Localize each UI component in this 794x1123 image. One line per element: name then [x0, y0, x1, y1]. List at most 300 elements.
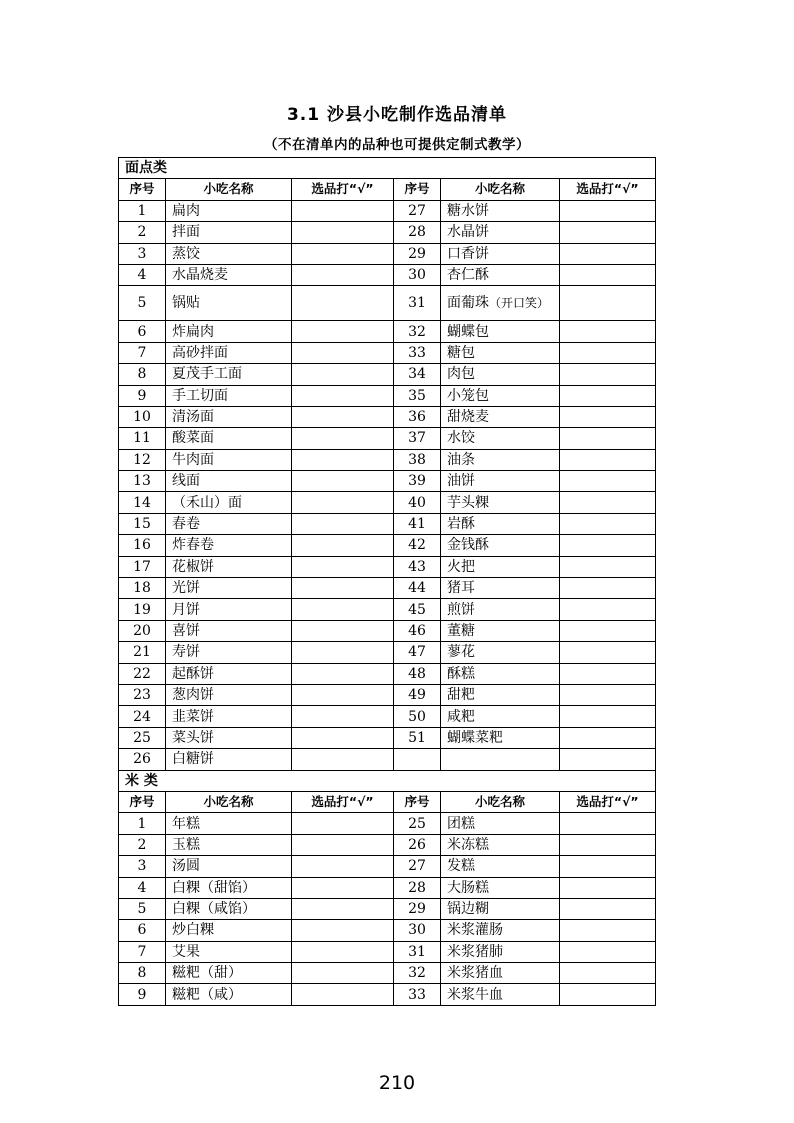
item-name: 蒸饺	[166, 243, 292, 264]
item-name	[441, 834, 560, 855]
table-row	[119, 342, 656, 363]
item-number: 1	[119, 813, 166, 834]
table-row	[119, 684, 656, 705]
selection-checkbox-cell[interactable]	[292, 941, 394, 962]
item-name: 汤圆	[166, 856, 292, 877]
item-name-text: 大肠糕	[447, 879, 489, 896]
selection-checkbox-cell[interactable]	[560, 243, 656, 264]
selection-checkbox-cell[interactable]	[560, 727, 656, 748]
selection-checkbox-cell[interactable]	[560, 599, 656, 620]
item-name-text: 口香饼	[447, 245, 489, 262]
item-name: 葱肉饼	[166, 684, 292, 705]
item-name: 白粿（甜馅）	[166, 877, 292, 898]
item-name-text: 董糖	[447, 623, 475, 639]
item-name	[441, 727, 560, 748]
item-name	[441, 856, 560, 877]
selection-checkbox-cell[interactable]	[560, 963, 656, 984]
selection-checkbox-cell[interactable]	[560, 834, 656, 855]
selection-checkbox-cell[interactable]	[292, 856, 394, 877]
item-number: 38	[394, 449, 441, 470]
item-name-text: 面葡珠	[447, 295, 489, 312]
table-row	[119, 706, 656, 727]
selection-checkbox-cell[interactable]	[560, 492, 656, 513]
item-name: 年糕	[166, 813, 292, 834]
item-number: 28	[394, 222, 441, 243]
item-number: 11	[119, 428, 166, 449]
selection-checkbox-cell[interactable]	[292, 364, 394, 385]
item-name	[441, 706, 560, 727]
selection-checkbox-cell[interactable]	[292, 492, 394, 513]
item-name: 玉糕	[166, 834, 292, 855]
item-name: （禾山）面	[166, 492, 292, 513]
item-number: 41	[394, 513, 441, 534]
table-row	[119, 727, 656, 748]
item-number: 5	[119, 898, 166, 919]
selection-checkbox-cell[interactable]	[560, 428, 656, 449]
item-name-text: 杏仁酥	[447, 267, 489, 284]
table-row	[119, 513, 656, 534]
item-name-text: 水晶饼	[447, 224, 489, 241]
item-name-text: 米浆灌肠	[447, 922, 503, 939]
table-row	[119, 471, 656, 492]
table-row	[119, 620, 656, 641]
column-header-no: 序号	[394, 179, 441, 200]
item-number: 13	[119, 471, 166, 492]
item-name	[441, 243, 560, 264]
selection-checkbox-cell[interactable]	[560, 264, 656, 285]
item-number: 17	[119, 556, 166, 577]
selection-checkbox-cell[interactable]	[292, 727, 394, 748]
item-name: 酸菜面	[166, 428, 292, 449]
item-name	[441, 684, 560, 705]
item-number: 25	[119, 727, 166, 748]
item-name: 春卷	[166, 513, 292, 534]
selection-checkbox-cell[interactable]	[292, 834, 394, 855]
item-name-text: 蓼花	[447, 644, 475, 661]
selection-checkbox-cell[interactable]	[560, 642, 656, 663]
item-name-text: 米浆牛血	[447, 986, 503, 1003]
item-number: 31	[394, 286, 441, 321]
item-name: 高砂拌面	[166, 342, 292, 363]
item-name	[441, 556, 560, 577]
table-row	[119, 984, 656, 1005]
column-header-row	[119, 791, 656, 812]
item-number: 32	[394, 321, 441, 342]
table-row	[119, 663, 656, 684]
item-name: 喜饼	[166, 620, 292, 641]
item-name-text: 小笼包	[447, 387, 489, 404]
item-name: 炸春卷	[166, 535, 292, 556]
item-name-text: 肉包	[447, 366, 475, 383]
column-header-pick: 选品打“√”	[292, 179, 394, 200]
item-name-text: 蝴蝶菜粑	[447, 729, 503, 746]
table-row	[119, 364, 656, 385]
item-number: 23	[119, 684, 166, 705]
item-number: 7	[119, 342, 166, 363]
column-header-name: 小吃名称	[166, 179, 292, 200]
section-header-row	[119, 770, 656, 791]
item-name: 艾果	[166, 941, 292, 962]
selection-checkbox-cell[interactable]	[560, 535, 656, 556]
selection-checkbox-cell[interactable]	[292, 663, 394, 684]
item-number: 25	[394, 813, 441, 834]
selection-checkbox-cell[interactable]	[292, 428, 394, 449]
item-name	[441, 898, 560, 919]
item-number: 40	[394, 492, 441, 513]
selection-checkbox-cell[interactable]	[292, 620, 394, 641]
selection-checkbox-cell[interactable]	[560, 222, 656, 243]
item-name-text: 咸粑	[447, 708, 475, 725]
item-number: 28	[394, 877, 441, 898]
item-name	[441, 642, 560, 663]
selection-checkbox-cell[interactable]	[560, 684, 656, 705]
item-number: 42	[394, 535, 441, 556]
table-row	[119, 898, 656, 919]
selection-checkbox-cell[interactable]	[560, 364, 656, 385]
page-title: 3.1 沙县小吃制作选品清单	[286, 105, 508, 125]
item-name: 菜头饼	[166, 727, 292, 748]
selection-checkbox-cell[interactable]	[292, 599, 394, 620]
item-name-text: 糖水饼	[447, 202, 489, 219]
selection-checkbox-cell[interactable]	[560, 749, 656, 770]
item-name: 锅贴	[166, 286, 292, 321]
item-name-note: （开口笑）	[489, 296, 550, 311]
item-name	[441, 342, 560, 363]
item-name: 白粿（咸馅）	[166, 898, 292, 919]
selection-checkbox-cell[interactable]	[292, 535, 394, 556]
item-name: 寿饼	[166, 642, 292, 663]
table-row	[119, 428, 656, 449]
item-number: 9	[119, 984, 166, 1005]
item-number: 3	[119, 243, 166, 264]
item-name	[441, 941, 560, 962]
table-row	[119, 941, 656, 962]
selection-checkbox-cell[interactable]	[292, 984, 394, 1005]
selection-checkbox-cell[interactable]	[292, 449, 394, 470]
selection-checkbox-cell[interactable]	[292, 222, 394, 243]
item-name: 线面	[166, 471, 292, 492]
item-name: 炸扁肉	[166, 321, 292, 342]
selection-checkbox-cell[interactable]	[560, 920, 656, 941]
item-number: 33	[394, 342, 441, 363]
page-number: 210	[378, 1072, 416, 1094]
table-row	[119, 556, 656, 577]
item-name	[441, 963, 560, 984]
item-number: 1	[119, 200, 166, 221]
selection-checkbox-cell[interactable]	[292, 321, 394, 342]
selection-checkbox-cell[interactable]	[292, 706, 394, 727]
item-name	[441, 364, 560, 385]
item-name: 糍粑（甜）	[166, 963, 292, 984]
item-name-text: 岩酥	[447, 516, 475, 533]
selection-checkbox-cell[interactable]	[292, 813, 394, 834]
item-name-text: 水饺	[447, 430, 475, 447]
selection-checkbox-cell[interactable]	[560, 856, 656, 877]
item-number: 36	[394, 406, 441, 427]
section-title: 面点类	[119, 158, 656, 179]
item-number: 32	[394, 963, 441, 984]
column-header-pick: 选品打“√”	[292, 791, 394, 812]
item-number: 8	[119, 364, 166, 385]
item-name-text: 米冻糕	[447, 836, 489, 853]
item-number: 27	[394, 200, 441, 221]
selection-checkbox-cell[interactable]	[292, 642, 394, 663]
item-name: 花椒饼	[166, 556, 292, 577]
item-name-text: 锅边糊	[447, 901, 489, 918]
column-header-no: 序号	[394, 791, 441, 812]
item-number: 48	[394, 663, 441, 684]
table-row	[119, 642, 656, 663]
item-number: 20	[119, 620, 166, 641]
item-number: 7	[119, 941, 166, 962]
item-name-text: 金钱酥	[447, 537, 489, 554]
item-number: 15	[119, 513, 166, 534]
selection-checkbox-cell[interactable]	[560, 578, 656, 599]
item-number: 9	[119, 385, 166, 406]
item-name: 手工切面	[166, 385, 292, 406]
item-number	[394, 749, 441, 770]
table-row	[119, 599, 656, 620]
item-name: 扁肉	[166, 200, 292, 221]
table-row	[119, 243, 656, 264]
table-row	[119, 813, 656, 834]
item-number: 30	[394, 920, 441, 941]
item-name-text: 发糕	[447, 858, 475, 875]
item-name	[441, 663, 560, 684]
item-name	[441, 471, 560, 492]
item-number: 34	[394, 364, 441, 385]
item-name: 清汤面	[166, 406, 292, 427]
item-name	[441, 984, 560, 1005]
item-name	[441, 222, 560, 243]
item-number: 35	[394, 385, 441, 406]
selection-checkbox-cell[interactable]	[292, 342, 394, 363]
column-header-name: 小吃名称	[441, 179, 560, 200]
selection-checkbox-cell[interactable]	[292, 578, 394, 599]
item-number: 14	[119, 492, 166, 513]
selection-checkbox-cell[interactable]	[560, 342, 656, 363]
selection-checkbox-cell[interactable]	[292, 920, 394, 941]
table-row	[119, 406, 656, 427]
item-number: 46	[394, 620, 441, 641]
selection-checkbox-cell[interactable]	[560, 513, 656, 534]
selection-checkbox-cell[interactable]	[292, 200, 394, 221]
item-name: 韭菜饼	[166, 706, 292, 727]
item-name	[441, 599, 560, 620]
item-name	[441, 877, 560, 898]
selection-checkbox-cell[interactable]	[560, 471, 656, 492]
item-number: 31	[394, 941, 441, 962]
item-number: 51	[394, 727, 441, 748]
item-name-text: 猪耳	[447, 580, 475, 597]
item-name	[441, 321, 560, 342]
item-number: 19	[119, 599, 166, 620]
item-name: 拌面	[166, 222, 292, 243]
item-name	[441, 449, 560, 470]
snack-selection-table	[118, 157, 656, 1006]
item-name: 白糖饼	[166, 749, 292, 770]
item-name-text: 甜烧麦	[447, 409, 489, 426]
column-header-pick: 选品打“√”	[560, 791, 656, 812]
selection-checkbox-cell[interactable]	[292, 556, 394, 577]
item-name: 炒白粿	[166, 920, 292, 941]
item-name-text: 酥糕	[447, 665, 475, 682]
item-name: 起酥饼	[166, 663, 292, 684]
item-name	[441, 385, 560, 406]
item-name	[441, 513, 560, 534]
item-number: 4	[119, 264, 166, 285]
item-number: 8	[119, 963, 166, 984]
column-header-name: 小吃名称	[166, 791, 292, 812]
selection-checkbox-cell[interactable]	[560, 321, 656, 342]
selection-checkbox-cell[interactable]	[560, 898, 656, 919]
item-number: 6	[119, 920, 166, 941]
selection-checkbox-cell[interactable]	[292, 877, 394, 898]
selection-checkbox-cell[interactable]	[292, 471, 394, 492]
selection-checkbox-cell[interactable]	[560, 385, 656, 406]
table-row	[119, 264, 656, 285]
item-number: 27	[394, 856, 441, 877]
item-name-text: 芋头粿	[447, 494, 489, 511]
item-number: 5	[119, 286, 166, 321]
item-name: 牛肉面	[166, 449, 292, 470]
selection-checkbox-cell[interactable]	[560, 620, 656, 641]
selection-checkbox-cell[interactable]	[292, 243, 394, 264]
table-row	[119, 449, 656, 470]
selection-checkbox-cell[interactable]	[292, 513, 394, 534]
item-number: 26	[394, 834, 441, 855]
column-header-name: 小吃名称	[441, 791, 560, 812]
item-name: 夏茂手工面	[166, 364, 292, 385]
item-name-text: 米浆猪肺	[447, 943, 503, 960]
item-name-text: 油饼	[447, 473, 475, 490]
selection-checkbox-cell[interactable]	[560, 813, 656, 834]
item-name-text: 油条	[447, 451, 475, 468]
item-name	[441, 620, 560, 641]
item-number: 29	[394, 243, 441, 264]
selection-checkbox-cell[interactable]	[292, 749, 394, 770]
item-name: 水晶烧麦	[166, 264, 292, 285]
item-number: 49	[394, 684, 441, 705]
selection-checkbox-cell[interactable]	[560, 406, 656, 427]
table-row	[119, 749, 656, 770]
table-row	[119, 877, 656, 898]
item-name	[441, 264, 560, 285]
item-number: 6	[119, 321, 166, 342]
item-number: 18	[119, 578, 166, 599]
item-number: 37	[394, 428, 441, 449]
table-row	[119, 385, 656, 406]
page-subtitle: （不在清单内的品种也可提供定制式教学）	[264, 137, 530, 153]
item-name	[441, 813, 560, 834]
item-name	[441, 578, 560, 599]
item-name	[441, 406, 560, 427]
item-number: 39	[394, 471, 441, 492]
item-name: 月饼	[166, 599, 292, 620]
item-number: 22	[119, 663, 166, 684]
table-row	[119, 321, 656, 342]
item-number: 43	[394, 556, 441, 577]
table-row	[119, 920, 656, 941]
item-name-text: 糖包	[447, 344, 475, 361]
selection-checkbox-cell[interactable]	[560, 200, 656, 221]
selection-checkbox-cell[interactable]	[292, 406, 394, 427]
selection-checkbox-cell[interactable]	[560, 941, 656, 962]
selection-checkbox-cell[interactable]	[292, 264, 394, 285]
item-name-text: 煎饼	[447, 601, 475, 618]
item-name-text: 团糕	[447, 815, 475, 832]
table-row	[119, 856, 656, 877]
table-row	[119, 492, 656, 513]
item-number: 26	[119, 749, 166, 770]
table-row	[119, 535, 656, 556]
selection-checkbox-cell[interactable]	[560, 877, 656, 898]
selection-checkbox-cell[interactable]	[560, 449, 656, 470]
item-name	[441, 535, 560, 556]
item-name-text: 米浆猪血	[447, 965, 503, 982]
item-name	[441, 749, 560, 770]
item-name: 糍粑（咸）	[166, 984, 292, 1005]
column-header-no: 序号	[119, 791, 166, 812]
selection-checkbox-cell[interactable]	[560, 663, 656, 684]
item-name-text: 甜粑	[447, 687, 475, 704]
selection-checkbox-cell[interactable]	[292, 684, 394, 705]
table-row	[119, 834, 656, 855]
item-number: 30	[394, 264, 441, 285]
item-number: 2	[119, 834, 166, 855]
item-number: 2	[119, 222, 166, 243]
selection-checkbox-cell[interactable]	[292, 963, 394, 984]
item-name-text: 蝴蝶包	[447, 323, 489, 340]
item-number: 4	[119, 877, 166, 898]
section-title: 米 类	[119, 770, 656, 791]
column-header-pick: 选品打“√”	[560, 179, 656, 200]
item-number: 33	[394, 984, 441, 1005]
table-row	[119, 578, 656, 599]
item-number: 44	[394, 578, 441, 599]
column-header-no: 序号	[119, 179, 166, 200]
item-name: 光饼	[166, 578, 292, 599]
selection-checkbox-cell[interactable]	[560, 984, 656, 1005]
item-number: 45	[394, 599, 441, 620]
item-number: 10	[119, 406, 166, 427]
item-number: 16	[119, 535, 166, 556]
item-number: 21	[119, 642, 166, 663]
item-name	[441, 492, 560, 513]
table-row	[119, 222, 656, 243]
selection-checkbox-cell[interactable]	[292, 385, 394, 406]
selection-checkbox-cell[interactable]	[292, 898, 394, 919]
item-number: 12	[119, 449, 166, 470]
item-number: 47	[394, 642, 441, 663]
table-row	[119, 286, 656, 321]
selection-checkbox-cell[interactable]	[560, 706, 656, 727]
section-header-row	[119, 158, 656, 179]
table-row	[119, 963, 656, 984]
item-number: 3	[119, 856, 166, 877]
selection-checkbox-cell[interactable]	[560, 556, 656, 577]
selection-checkbox-cell[interactable]	[292, 286, 394, 321]
item-number: 24	[119, 706, 166, 727]
table-row	[119, 200, 656, 221]
column-header-row	[119, 179, 656, 200]
item-name-text: 火把	[447, 558, 475, 575]
item-number: 50	[394, 706, 441, 727]
selection-checkbox-cell[interactable]	[560, 286, 656, 321]
item-number: 29	[394, 898, 441, 919]
item-name	[441, 920, 560, 941]
item-name	[441, 428, 560, 449]
